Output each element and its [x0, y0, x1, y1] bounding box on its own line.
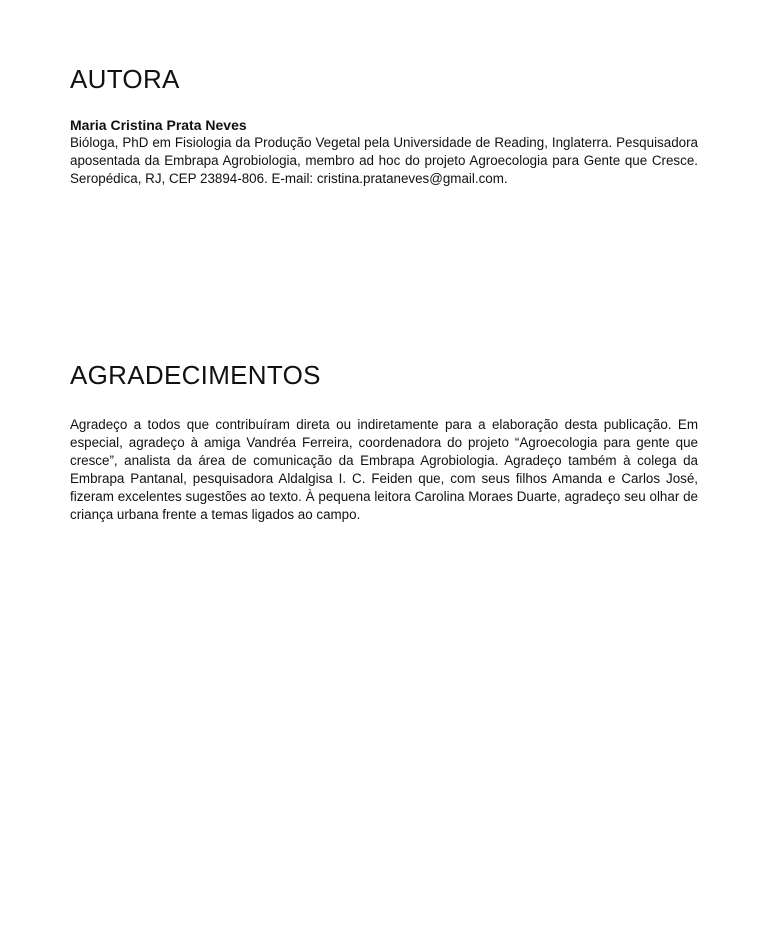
author-name: Maria Cristina Prata Neves	[70, 117, 247, 133]
author-block	[70, 116, 698, 188]
author-bio: Bióloga, PhD em Fisiologia da Produção Vegetal pela Universidade de Reading, Inglaterra. Pesquisadora aposentada da Embrapa Agrobiologia, membro ad hoc do projeto Agroecologia para Gente que Cresce. Seropédica, RJ, CEP 23894-806. E-mail: cristina.prataneves@gmail.com.	[70, 135, 698, 186]
acknowledgements-text: Agradeço a todos que contribuíram direta ou indiretamente para a elaboração desta publicação. Em especial, agradeço à amiga Vandréa Ferreira, coordenadora do projeto “Agroecologia para gente que cresce”, analista da área de comunicação da Embrapa Agrobiologia. Agradeço também à colega da Embrapa Pantanal, pesquisadora Aldalgisa I. C. Feiden que, com seus filhos Amanda e Carlos José, fizeram excelentes sugestões ao texto. À pequena leitora Carolina Moraes Duarte, agradeço seu olhar de criança urbana frente a temas ligados ao campo.	[70, 417, 698, 522]
autora-heading: AUTORA	[70, 64, 180, 94]
agradecimentos-heading: AGRADECIMENTOS	[70, 360, 321, 390]
acknowledgements-block	[70, 416, 698, 524]
